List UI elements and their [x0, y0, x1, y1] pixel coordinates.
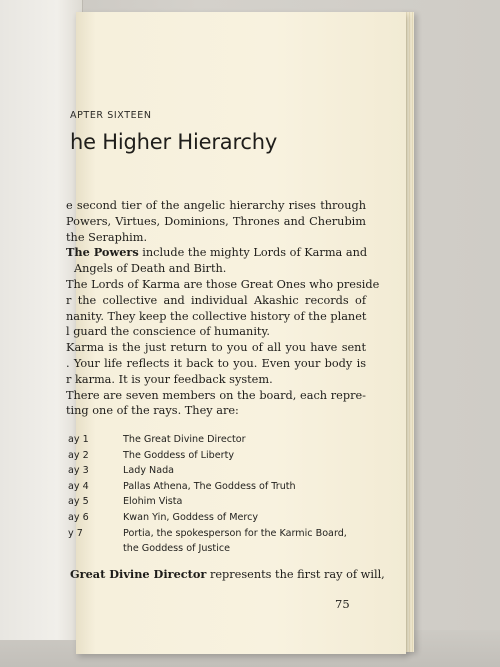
text-line: Karma is the just return to you of all you have sent	[66, 341, 366, 355]
ray-number: ay 5	[68, 496, 89, 508]
ray-number: ay 6	[68, 511, 89, 523]
closing-rest: represents the first ray of will,	[206, 568, 385, 581]
ray-number: ay 4	[68, 480, 89, 492]
text-line: Powers, Virtues, Dominions, Thrones and Cherubim	[66, 214, 366, 228]
rays-list	[68, 432, 363, 557]
text-line	[66, 245, 366, 261]
list-item	[68, 432, 363, 448]
powers-lead: The Powers	[66, 245, 139, 260]
chapter-title: he Higher Hierarchy	[70, 130, 278, 154]
text-line: l guard the conscience of humanity.	[66, 325, 270, 339]
ray-name: Kwan Yin, Goddess of Mercy	[123, 511, 259, 523]
text-line: The Lords of Karma are those Great Ones who preside	[66, 277, 380, 291]
chapter-label: APTER SIXTEEN	[70, 110, 152, 121]
body-text	[66, 198, 406, 419]
list-item	[68, 479, 363, 495]
list-item	[68, 526, 363, 542]
book-page	[66, 12, 406, 654]
text-line: ting one of the rays. They are:	[66, 404, 239, 418]
text-line: Angels of Death and Birth.	[74, 262, 227, 276]
ray-number	[68, 541, 123, 557]
page-number: 75	[335, 597, 350, 611]
ray-name: The Goddess of Liberty	[123, 449, 235, 461]
list-item	[68, 510, 363, 526]
powers-rest: include the mighty Lords of Karma and	[138, 246, 368, 260]
ray-name: Pallas Athena, The Goddess of Truth	[123, 480, 296, 492]
ray-number: ay 2	[68, 449, 89, 461]
list-item	[68, 494, 363, 510]
text-line: nanity. They keep the collective history of the planet	[66, 309, 367, 323]
closing-bold: Great Divine Director	[70, 567, 207, 581]
text-line: r the collective and individual Akashic records of	[66, 293, 366, 307]
list-item	[68, 541, 363, 557]
text-line: e second tier of the angelic hierarchy rises through	[66, 199, 366, 212]
ray-name: Elohim Vista	[123, 496, 183, 508]
text-line: r karma. It is your feedback system.	[66, 372, 273, 386]
ray-name: Lady Nada	[123, 465, 175, 477]
ray-name: Portia, the spokesperson for the Karmic Board,	[123, 527, 347, 539]
list-item	[68, 463, 363, 479]
ray-number: y 7	[68, 527, 83, 539]
text-line: . Your life reflects it back to you. Even your body is	[66, 356, 366, 370]
ray-name: The Great Divine Director	[123, 434, 246, 445]
text-line: There are seven members on the board, each repre-	[66, 388, 366, 402]
closing-line	[70, 567, 385, 581]
list-item	[68, 448, 363, 464]
text-line: the Seraphim.	[66, 230, 148, 244]
ray-name: the Goddess of Justice	[123, 543, 231, 555]
ray-number: ay 1	[68, 434, 89, 445]
ray-number: ay 3	[68, 465, 89, 477]
